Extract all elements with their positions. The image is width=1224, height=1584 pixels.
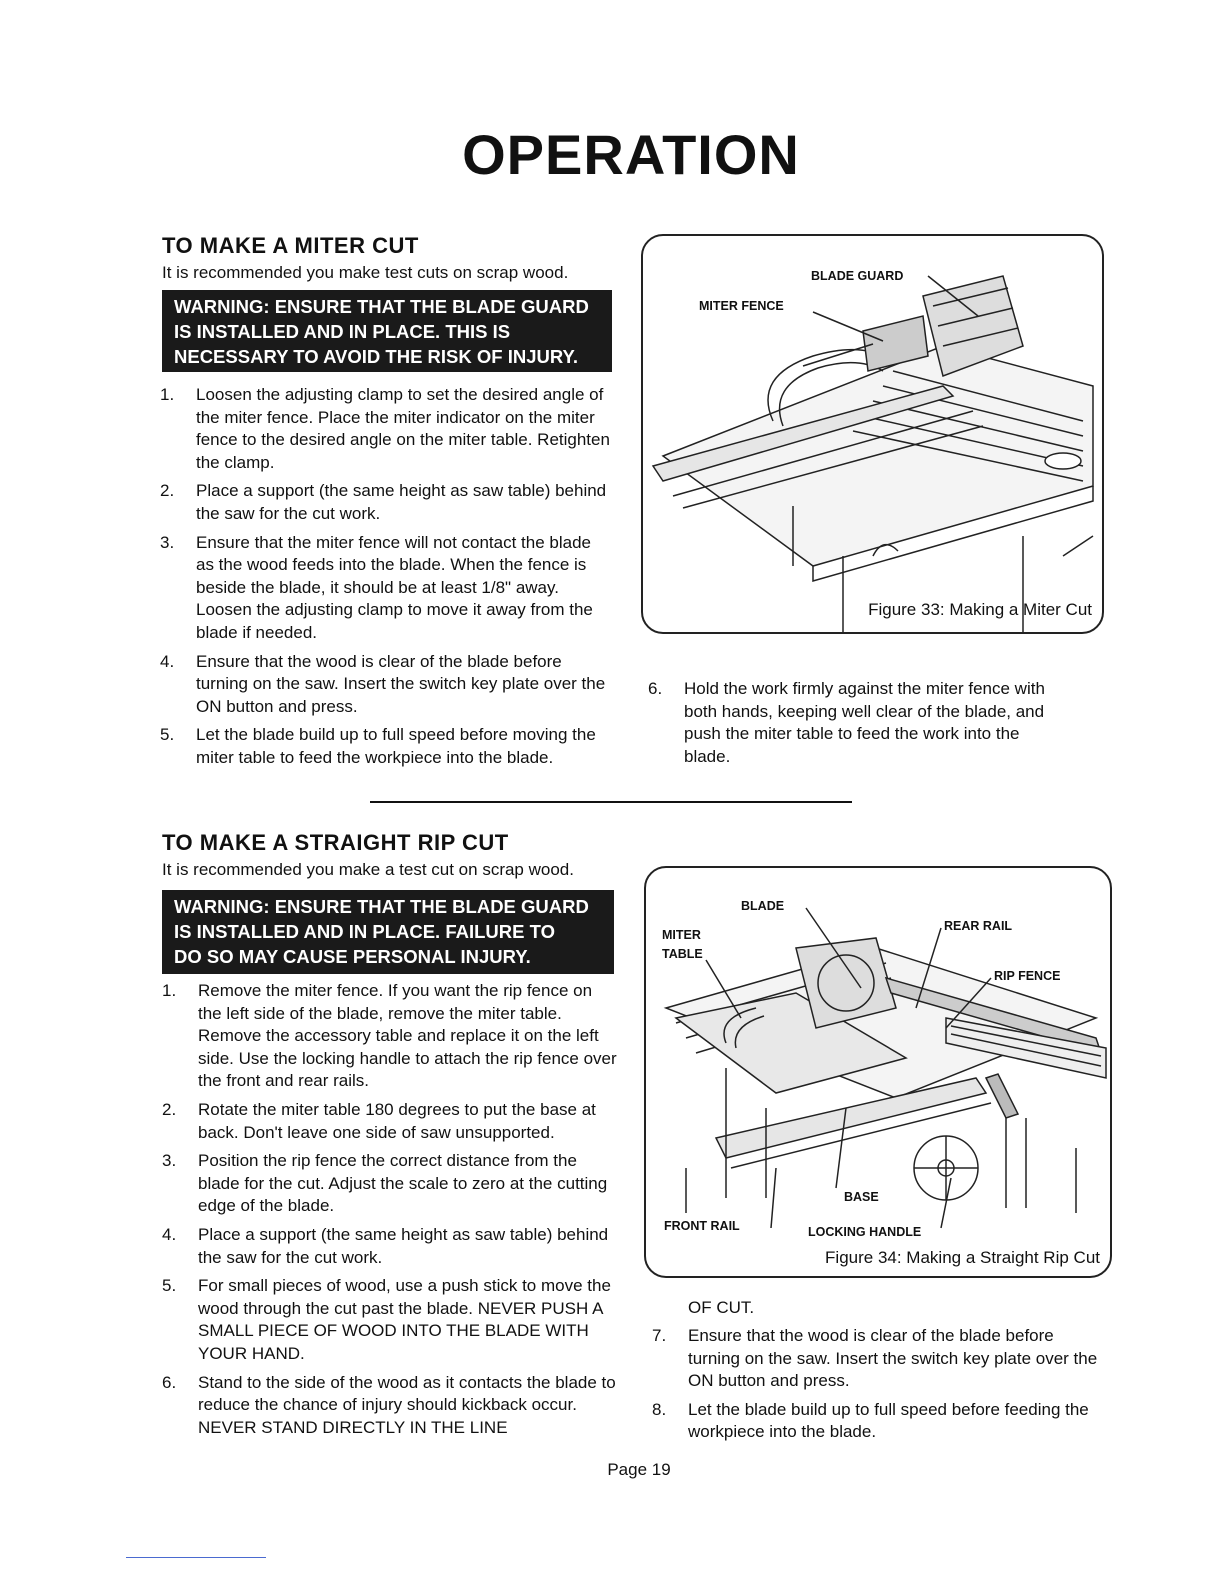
- step-number: 1.: [160, 385, 175, 404]
- step-number: 3.: [162, 1151, 177, 1171]
- rip-step: [162, 1150, 618, 1218]
- label-front-rail: FRONT RAIL: [664, 1219, 740, 1233]
- figure-miter-cut: [641, 234, 1104, 634]
- label-miter-fence: MITER FENCE: [699, 299, 784, 313]
- step-number: 1.: [162, 981, 177, 1000]
- miter-step: [160, 724, 612, 769]
- label-blade-guard: BLADE GUARD: [811, 269, 904, 283]
- rip-step: [652, 1325, 1108, 1393]
- rip-warning-line: DO SO MAY CAUSE PERSONAL INJURY.: [174, 946, 531, 967]
- step-text: Hold the work firmly against the miter fence with both hands, keeping well clear of the blade, and push the miter table to feed the work into the blade.: [684, 679, 1045, 766]
- label-rear-rail: REAR RAIL: [944, 919, 1013, 933]
- rip-step: [652, 1399, 1108, 1444]
- step-number: 4.: [162, 1224, 177, 1244]
- figure-caption: Figure 33: Making a Miter Cut: [868, 600, 1092, 619]
- miter-step: [160, 532, 612, 645]
- step-number: 4.: [160, 651, 175, 671]
- miter-section-heading: TO MAKE A MITER CUT: [162, 233, 419, 258]
- label-miter: MITER: [662, 928, 701, 942]
- step-number: 8.: [652, 1399, 667, 1419]
- rip-intro: It is recommended you make a test cut on scrap wood.: [162, 860, 574, 879]
- step-text: Let the blade build up to full speed before feeding the workpiece into the blade.: [688, 1399, 1089, 1442]
- figure-rip-cut: [644, 866, 1112, 1278]
- step-text: Stand to the side of the wood as it contacts the blade to reduce the chance of injury should kickback occur. NEVER STAND DIRECTLY IN THE LINE: [198, 1372, 616, 1437]
- step-number: 2.: [162, 1099, 177, 1119]
- step-number: 5.: [160, 725, 175, 745]
- rip-step: [162, 1224, 618, 1269]
- rip-saw-illustration: [646, 868, 1112, 1278]
- rip-steps-list: [162, 980, 618, 1445]
- rip-warning-box: [162, 890, 614, 974]
- step-number: 7.: [652, 1326, 667, 1345]
- label-rip-fence: RIP FENCE: [994, 969, 1061, 983]
- step-text: Ensure that the miter fence will not contact the blade as the wood feeds into the blade. When the fence is beside the blade, it should be at least 1/8" away. Loosen the adjusting clamp to move it away from the blade if needed.: [196, 532, 593, 642]
- rip-step-continuation: OF CUT.: [688, 1298, 755, 1317]
- miter-steps-list: [160, 384, 612, 776]
- rip-section-heading: TO MAKE A STRAIGHT RIP CUT: [162, 830, 509, 855]
- section-divider: [370, 801, 852, 803]
- miter-steps-list-continued: [648, 678, 1048, 774]
- step-text: Ensure that the wood is clear of the blade before turning on the saw. Insert the switch key plate over the ON button and press.: [196, 651, 606, 716]
- miter-step: [160, 384, 612, 474]
- label-base: BASE: [844, 1190, 879, 1204]
- step-text: Place a support (the same height as saw table) behind the saw for the cut work.: [196, 481, 607, 523]
- miter-step: [160, 480, 612, 525]
- step-text: Place a support (the same height as saw table) behind the saw for the cut work.: [198, 1224, 609, 1267]
- page-number: Page 19: [607, 1460, 671, 1479]
- rip-steps-list-continued: [652, 1325, 1108, 1450]
- step-text: For small pieces of wood, use a push stick to move the wood through the cut past the blade. NEVER PUSH A SMALL PIECE OF WOOD INTO THE BLADE WITH YOUR HAND.: [198, 1276, 611, 1363]
- miter-warning-box: [162, 290, 612, 372]
- miter-intro: It is recommended you make test cuts on scrap wood.: [162, 263, 569, 282]
- label-locking-handle: LOCKING HANDLE: [808, 1225, 922, 1239]
- label-table: TABLE: [662, 947, 703, 961]
- rip-warning-line: IS INSTALLED AND IN PLACE. FAILURE TO: [174, 921, 555, 942]
- miter-saw-illustration: [643, 236, 1104, 634]
- rip-step: [162, 1099, 618, 1144]
- step-text: Loosen the adjusting clamp to set the desired angle of the miter fence. Place the miter indicator on the miter fence to the desired angle on the miter table. Retighten the clamp.: [196, 385, 610, 472]
- step-text: Ensure that the wood is clear of the blade before turning on the saw. Insert the switch key plate over the ON button and press.: [688, 1326, 1098, 1391]
- rip-step: [162, 1372, 618, 1440]
- rip-warning-line: WARNING: ENSURE THAT THE BLADE GUARD: [174, 896, 589, 917]
- step-number: 5.: [162, 1276, 177, 1296]
- rip-step: [162, 1275, 618, 1365]
- step-number: 6.: [162, 1372, 177, 1392]
- miter-warning-line: IS INSTALLED AND IN PLACE. THIS IS: [174, 321, 511, 342]
- miter-step: [648, 678, 1048, 768]
- miter-step: [160, 651, 612, 719]
- step-number: 6.: [648, 679, 663, 698]
- step-text: Rotate the miter table 180 degrees to put the base at back. Don't leave one side of saw unsupported.: [198, 1099, 596, 1142]
- step-text: Remove the miter fence. If you want the rip fence on the left side of the blade, remove the miter table. Remove the accessory table and replace it on the left side. Use the locking handle to attach the rip fence over the front and rear rails.: [198, 981, 617, 1091]
- footer-rule: [126, 1557, 266, 1558]
- step-number: 3.: [160, 532, 175, 552]
- miter-warning-line: WARNING: ENSURE THAT THE BLADE GUARD: [174, 296, 589, 317]
- step-number: 2.: [160, 481, 175, 501]
- step-text: Let the blade build up to full speed before moving the miter table to feed the workpiece into the blade.: [196, 725, 596, 767]
- label-blade: BLADE: [741, 899, 785, 913]
- figure-caption: Figure 34: Making a Straight Rip Cut: [825, 1248, 1100, 1267]
- page-title: OPERATION: [462, 123, 800, 186]
- miter-warning-line: NECESSARY TO AVOID THE RISK OF INJURY.: [174, 346, 578, 367]
- step-text: Position the rip fence the correct distance from the blade for the cut. Adjust the scale to zero at the cutting edge of the blade.: [198, 1151, 608, 1216]
- rip-step: [162, 980, 618, 1093]
